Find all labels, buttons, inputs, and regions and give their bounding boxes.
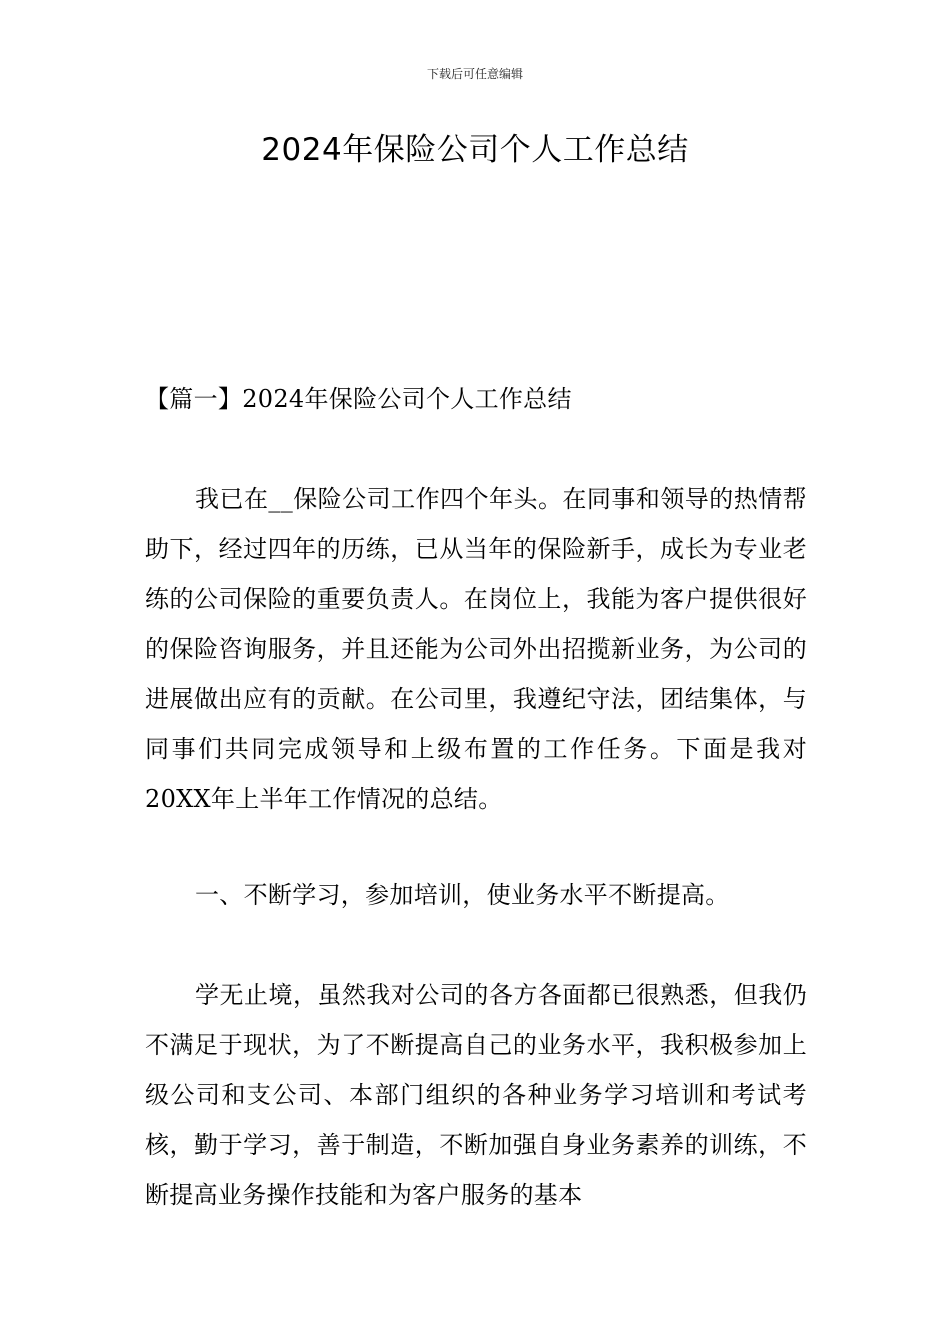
paragraph-2: 学无止境，虽然我对公司的各方各面都已很熟悉，但我仍不满足于现状，为了不断提高自己的业务水平，我积极参加上级公司和支公司、本部门组织的各种业务学习培训和考试考核，勤于学习，善于制造，不断加强自身业务素养的训练，不断提高业务操作技能和为客户服务的基本 — [145, 981, 807, 1209]
section-heading: 【篇一】2024年保险公司个人工作总结 — [145, 385, 572, 413]
document-title: 2024年保险公司个人工作总结 — [261, 132, 689, 168]
header-note: 下载后可任意编辑 — [426, 67, 523, 81]
paragraph-1: 我已在__保险公司工作四个年头。在同事和领导的热情帮助下，经过四年的历练，已从当年的保险新手，成长为专业老练的公司保险的重要负责人。在岗位上，我能为客户提供很好的保险咨询服务，并且还能为公司外出招揽新业务，为公司的进展做出应有的贡献。在公司里，我遵纪守法，团结集体，与同事们共同完成领导和上级布置的工作任务。下面是我对20XX年上半年工作情况的总结。 — [145, 485, 807, 813]
list-heading-1: 一、不断学习，参加培训，使业务水平不断提高。 — [195, 881, 730, 909]
